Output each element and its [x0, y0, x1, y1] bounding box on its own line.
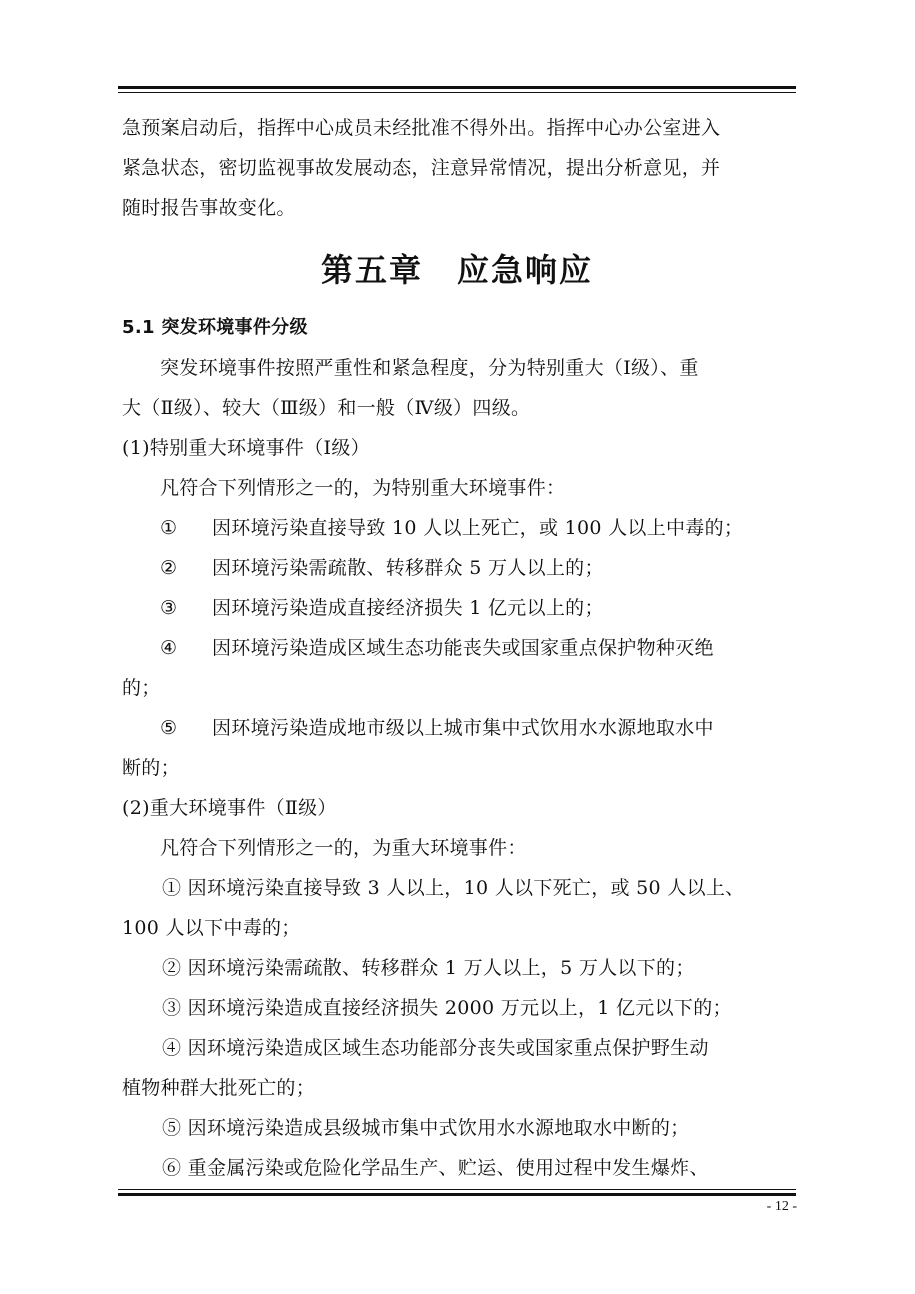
page-body	[122, 108, 792, 1188]
footer-rule-thin	[118, 1189, 796, 1190]
level1-item-1	[122, 508, 792, 548]
classification-line-2: 大（Ⅱ级）、较大（Ⅲ级）和一般（Ⅳ级）四级。	[122, 397, 531, 419]
intro-line-3: 随时报告事故变化。	[122, 197, 296, 219]
level1-item-5-cont: 断的；	[122, 757, 180, 779]
item-text: 因环境污染造成直接经济损失 1 亿元以上的；	[212, 597, 604, 619]
chapter-title: 第五章 应急响应	[320, 251, 593, 289]
intro-line-1: 急预案启动后，指挥中心成员未经批准不得外出。指挥中心办公室进入	[122, 117, 721, 139]
level1-item-4-cont: 的；	[122, 677, 161, 699]
level2-item-5: ⑤ 因环境污染造成县级城市集中式饮用水水源地取水中断的；	[162, 1117, 690, 1139]
level1-item-3	[122, 588, 792, 628]
level2-item-4-cont: 植物种群大批死亡的；	[122, 1077, 316, 1099]
intro-line-2: 紧急状态，密切监视事故发展动态，注意异常情况，提出分析意见，并	[122, 157, 721, 179]
level1-item-4	[122, 628, 792, 668]
item-number: ④	[160, 637, 178, 659]
level1-item-5	[122, 708, 792, 748]
footer-rule-thick	[118, 1193, 796, 1196]
classification-line-1: 突发环境事件按照严重性和紧急程度，分为特别重大（Ⅰ级）、重	[160, 357, 699, 379]
item-text: 因环境污染造成区域生态功能丧失或国家重点保护物种灭绝	[212, 637, 714, 659]
item-number: ②	[160, 557, 178, 579]
level1-heading: (1)特别重大环境事件（Ⅰ级）	[122, 437, 370, 459]
item-number: ⑤	[160, 717, 178, 739]
header-rule-thick	[118, 86, 796, 89]
level2-item-1: ① 因环境污染直接导致 3 人以上，10 人以下死亡，或 50 人以上、	[162, 877, 745, 899]
level2-item-2: ② 因环境污染需疏散、转移群众 1 万人以上，5 万人以下的；	[162, 957, 695, 979]
item-text: 因环境污染造成地市级以上城市集中式饮用水水源地取水中	[212, 717, 714, 739]
item-number: ③	[160, 597, 178, 619]
level2-heading: (2)重大环境事件（Ⅱ级）	[122, 797, 337, 819]
item-text: 因环境污染直接导致 10 人以上死亡，或 100 人以上中毒的；	[212, 517, 744, 539]
level2-item-6: ⑥ 重金属污染或危险化学品生产、贮运、使用过程中发生爆炸、	[162, 1157, 709, 1179]
item-number: ①	[160, 517, 178, 539]
section-title: 5.1 突发环境事件分级	[122, 317, 308, 338]
level2-item-4: ④ 因环境污染造成区域生态功能部分丧失或国家重点保护野生动	[162, 1037, 709, 1059]
item-text: 因环境污染需疏散、转移群众 5 万人以上的；	[212, 557, 604, 579]
level1-intro: 凡符合下列情形之一的，为特别重大环境事件：	[160, 477, 566, 499]
level2-item-3: ③ 因环境污染造成直接经济损失 2000 万元以上，1 亿元以下的；	[162, 997, 732, 1019]
level2-item-1-cont: 100 人以下中毒的；	[122, 917, 301, 939]
header-rule-thin	[118, 92, 796, 93]
level2-intro: 凡符合下列情形之一的，为重大环境事件：	[160, 837, 527, 859]
level1-item-2	[122, 548, 792, 588]
page-number: - 12 -	[766, 1199, 797, 1214]
